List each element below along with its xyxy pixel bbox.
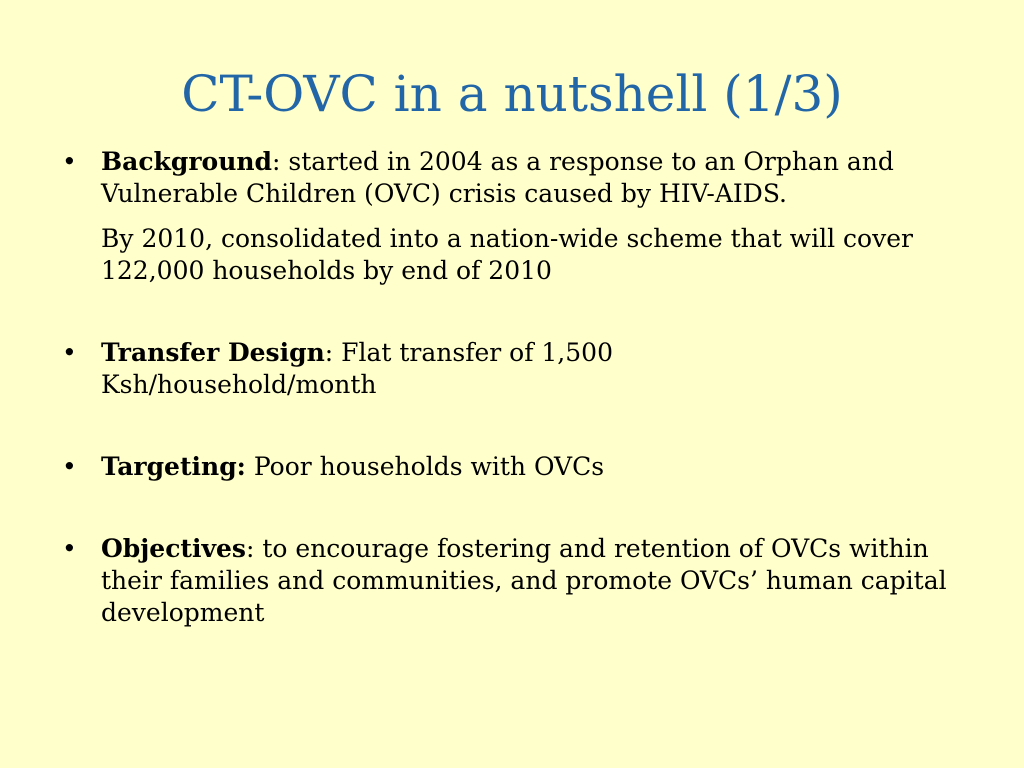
bullet-background [62,146,962,287]
bullet-text: : to encourage fostering and retention of OVCs within their families and communities, and promote OVCs’ human capital development [101,534,947,627]
bullet-dot-icon: • [62,534,77,563]
bullet-background-para-2 [101,223,951,287]
bullet-objectives [62,533,962,629]
bullet-list [62,146,962,629]
bullet-transfer-design-para [101,337,661,401]
bullet-label: Objectives [101,534,246,563]
bullet-objectives-para [101,533,961,629]
bullet-text: : Flat transfer of 1,500 Ksh/household/month [101,338,613,399]
bullet-dot-icon: • [62,452,77,481]
bullet-text: : started in 2004 as a response to an Orphan and Vulnerable Children (OVC) crisis caused by HIV-AIDS. [101,147,894,208]
bullet-background-para-1 [101,146,941,210]
bullet-transfer-design [62,337,661,401]
bullet-targeting-para [101,451,962,483]
bullet-targeting [62,451,962,483]
bullet-dot-icon: • [62,338,77,367]
bullet-label: Transfer Design [101,338,325,367]
bullet-dot-icon: • [62,147,77,176]
bullet-text: By 2010, consolidated into a nation-wide scheme that will cover 122,000 households by end of 2010 [101,224,913,285]
bullet-label: Targeting: [101,452,246,481]
slide-title: CT-OVC in a nutshell (1/3) [181,65,843,123]
bullet-label: Background [101,147,273,176]
bullet-text: Poor households with OVCs [245,452,605,481]
